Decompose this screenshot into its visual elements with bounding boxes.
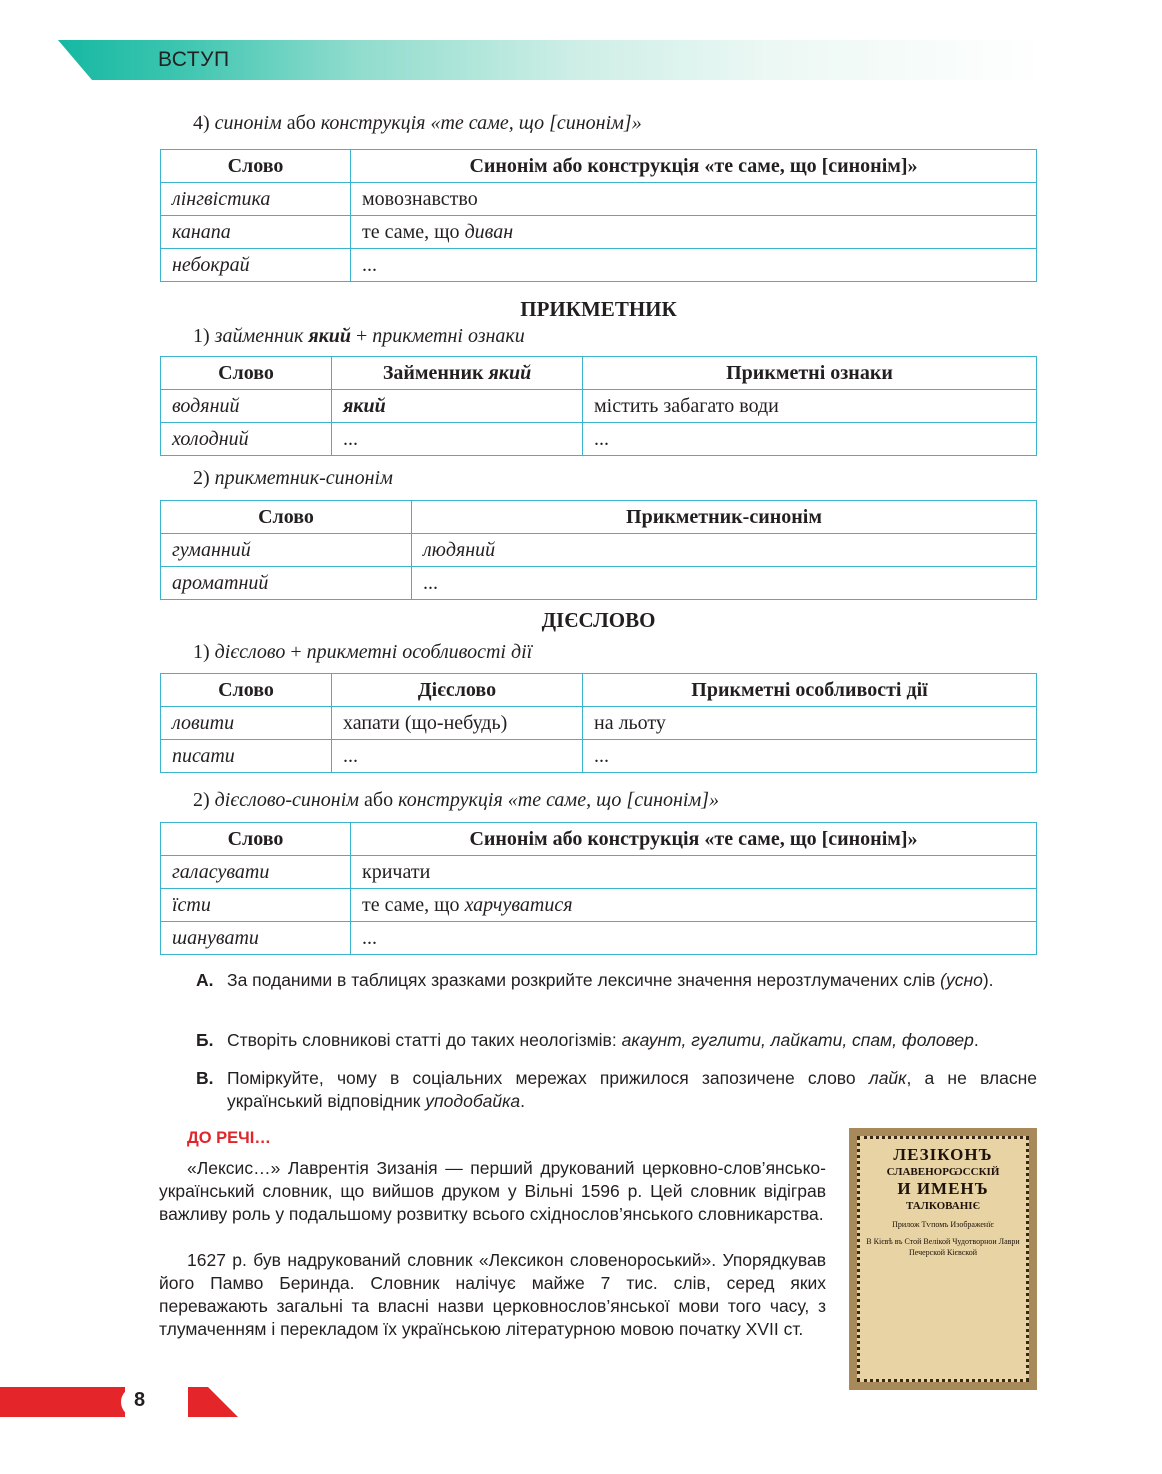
table-row (161, 856, 1037, 889)
word-cell: гуманний (161, 534, 412, 567)
word-cell: писати (161, 740, 332, 773)
synonym-cell: кричати (351, 856, 1037, 889)
table-header-row (161, 357, 1037, 390)
noun-synonym-table (160, 149, 1037, 282)
word-cell: ловити (161, 707, 332, 740)
item-4-line (193, 110, 642, 136)
footer-red-triangle (188, 1387, 238, 1417)
book-line: Прилож Тѵпомъ Изображенїє (892, 1220, 994, 1229)
lexicon-title-page-image (849, 1128, 1037, 1390)
column-header: Синонім або конструкція «те саме, що [синонім]» (351, 150, 1037, 183)
table-row (161, 534, 1037, 567)
item-text: або (286, 112, 316, 134)
table-row (161, 183, 1037, 216)
word-cell: ароматний (161, 567, 412, 600)
task-text: Створіть словникові статті до таких неологізмів: акаунт, гуглити, лайкати, спам, фоловер. (227, 1030, 979, 1050)
column-header: Слово (161, 674, 332, 707)
synonym-cell: ... (351, 249, 1037, 282)
column-header: Дієслово (332, 674, 583, 707)
item-text: синонім (214, 112, 282, 134)
footer-red-bar (0, 1387, 125, 1417)
word-cell: шанувати (161, 922, 351, 955)
table-header-row (161, 823, 1037, 856)
features-cell: ... (583, 740, 1037, 773)
page-number-box (121, 1387, 195, 1417)
column-header: Синонім або конструкція «те саме, що [синонім]» (351, 823, 1037, 856)
verb-features-table (160, 673, 1037, 773)
table-header-row (161, 150, 1037, 183)
synonym-cell: те саме, що харчуватися (351, 889, 1037, 922)
verb-heading: ДІЄСЛОВО (541, 608, 656, 632)
adjective-item-2-line: 2) прикметник-синонім (193, 467, 393, 489)
task-letter: Б. (196, 1030, 214, 1050)
task-text: Поміркуйте, чому в соціальних мережах прижилося запозичене слово лайк, а не власне український відповідник уподобайка. (227, 1068, 1037, 1111)
book-title-page (857, 1136, 1029, 1382)
verb-cell: хапати (що-небудь) (332, 707, 583, 740)
task-letter: А. (196, 970, 214, 990)
synonym-cell: людяний (412, 534, 1037, 567)
table-row (161, 707, 1037, 740)
synonym-cell: ... (412, 567, 1037, 600)
verb-item-1-line: 1) дієслово + прикметні особливості дії (193, 641, 533, 663)
adjective-pronoun-table (160, 356, 1037, 456)
task-c (196, 1067, 1037, 1113)
table-row (161, 740, 1037, 773)
table-row (161, 423, 1037, 456)
book-line: В Кієвѣ въ Стой Велікой Чудотворнои Лаври Печерской Кієвской (866, 1237, 1020, 1257)
synonym-cell: те саме, що диван (351, 216, 1037, 249)
book-line: ТАЛКОВАНІЄ (905, 1200, 981, 1212)
word-cell: холодний (161, 423, 332, 456)
section-title: ВСТУП (158, 48, 230, 71)
task-b (196, 1029, 1037, 1052)
verb-synonym-table (160, 822, 1037, 955)
table-row (161, 889, 1037, 922)
synonym-cell: ... (351, 922, 1037, 955)
task-letter: В. (196, 1068, 214, 1088)
book-line: И ИМЕНЪ (897, 1179, 989, 1198)
word-cell: канапа (161, 216, 351, 249)
table-row (161, 216, 1037, 249)
column-header: Прикметні особливості дії (583, 674, 1037, 707)
features-cell: на льоту (583, 707, 1037, 740)
column-header: Займенник який (332, 357, 583, 390)
table-row (161, 922, 1037, 955)
page-number: 8 (134, 1389, 146, 1411)
synonym-cell: мовознавство (351, 183, 1037, 216)
adjective-heading: ПРИКМЕТНИК (520, 297, 677, 321)
item-number: 4) (193, 112, 210, 134)
item-text: конструкція «те саме, що [синонім]» (320, 112, 642, 134)
table-row (161, 567, 1037, 600)
by-the-way-heading: ДО РЕЧІ… (187, 1129, 271, 1147)
column-header: Прикметні ознаки (583, 357, 1037, 390)
by-the-way-paragraph: 1627 р. був надрукований словник «Лексикон словенороський». Упорядкував його Памво Беринда. Словник налічує майже 7 тис. слів, серед яких переважають загальні та власні назви церковнослов’янської мови того часу, з тлумаченням і перекладом їх українською літературною мовою початку XVII ст. (159, 1250, 826, 1339)
word-cell: водяний (161, 390, 332, 423)
table-row (161, 249, 1037, 282)
table-header-row (161, 674, 1037, 707)
book-line: СЛАВЕНОРѠССКІЙ (886, 1166, 1000, 1178)
word-cell: небокрай (161, 249, 351, 282)
adjective-synonym-table (160, 500, 1037, 600)
word-cell: лінгвістика (161, 183, 351, 216)
pronoun-cell: ... (332, 423, 583, 456)
word-cell: їсти (161, 889, 351, 922)
task-a (196, 969, 1037, 992)
word-cell: галасувати (161, 856, 351, 889)
verb-item-2-line: 2) дієслово-синонім або конструкція «те саме, що [синонім]» (193, 789, 720, 811)
column-header: Прикметник-синонім (412, 501, 1037, 534)
table-header-row (161, 501, 1037, 534)
task-text: За поданими в таблицях зразками розкрийте лексичне значення нерозтлумачених слів (усно). (227, 970, 994, 990)
by-the-way-paragraph: «Лексис…» Лаврентія Зизанія — перший друкований церковно-слов’янсько-український словник, що вийшов друком у Вільні 1596 р. Цей словник відіграв важливу роль у подальшому розвитку всього східнослов’янського словникарства. (159, 1158, 826, 1224)
column-header: Слово (161, 823, 351, 856)
book-line: ЛЕЗІКОНЪ (893, 1145, 993, 1164)
verb-cell: ... (332, 740, 583, 773)
column-header: Слово (161, 150, 351, 183)
table-row (161, 390, 1037, 423)
features-cell: містить забагато води (583, 390, 1037, 423)
column-header: Слово (161, 501, 412, 534)
column-header: Слово (161, 357, 332, 390)
features-cell: ... (583, 423, 1037, 456)
pronoun-cell: який (332, 390, 583, 423)
adjective-item-1-line: 1) займенник який + прикметні ознаки (193, 325, 525, 347)
